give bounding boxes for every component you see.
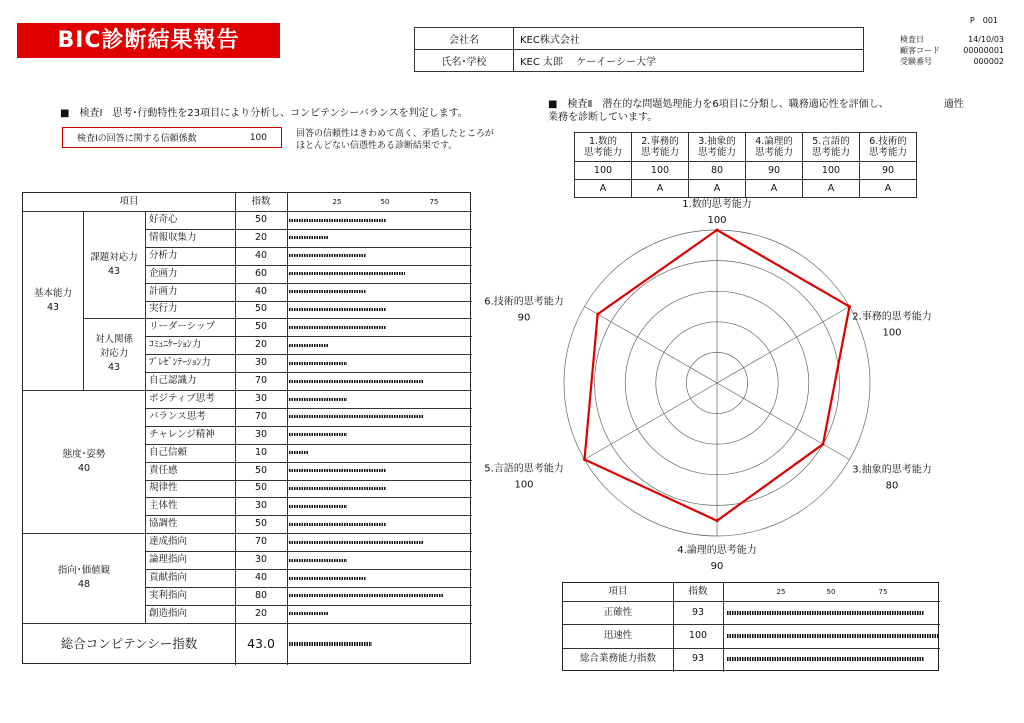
item-bar	[289, 594, 444, 597]
radar-axis-value: 100	[882, 327, 902, 339]
item-value: 50	[254, 321, 268, 333]
item-value: 30	[254, 392, 268, 404]
t3-item-label: 迅速性	[603, 629, 633, 641]
item-label: 好奇心	[149, 213, 178, 225]
meta-block	[900, 15, 1004, 67]
radar-point	[822, 443, 825, 446]
item-bar	[289, 290, 366, 293]
item-value: 30	[254, 428, 268, 440]
info-table	[414, 27, 864, 72]
t3-header-index: 指数	[688, 586, 708, 597]
total-label: 総合コンピテンシー指数	[60, 635, 198, 651]
item-value: 30	[254, 500, 268, 512]
aptitude-score: 100	[632, 162, 689, 180]
group-score: 48	[77, 578, 91, 590]
total-bar	[289, 642, 372, 646]
t3-item-bar	[727, 657, 924, 661]
item-value: 30	[254, 554, 268, 566]
item-label: チャレンジ精神	[149, 428, 215, 440]
item-value: 70	[254, 536, 268, 548]
radar-axis-label: 6.技術的思考能力	[484, 296, 564, 308]
total-value: 43.0	[247, 635, 275, 651]
radar-point	[596, 313, 599, 316]
aptitude-grade: A	[689, 180, 746, 198]
section2-heading: ■ 検査Ⅱ 潜在的な問題処理能力を6項目に分類し、職務適応性を評価し、 適性業務を診断しています。	[548, 99, 964, 123]
competency-table	[22, 192, 471, 664]
group-score: 40	[77, 462, 91, 474]
item-value: 30	[254, 357, 268, 369]
radar-axis-label: 5.言語的思考能力	[484, 463, 564, 475]
reliability-note: 回答の信頼性はきわめて高く、矛盾したところがほとんどない信憑性ある診断結果です。	[296, 129, 494, 151]
item-bar	[289, 380, 424, 383]
item-value: 50	[254, 518, 268, 530]
aptitude-grade: A	[632, 180, 689, 198]
item-value: 10	[254, 446, 268, 458]
section1-heading: ■ 検査Ⅰ 思考･行動特性を23項目により分析し、コンピテンシーバランスを判定します。	[60, 108, 468, 119]
aptitude-score: 90	[860, 162, 917, 180]
aptitude-header: 3.抽象的 思考能力	[689, 133, 746, 162]
name-label: 氏名･学校	[415, 50, 514, 72]
radar-axis-label: 4.論理的思考能力	[677, 545, 757, 556]
subgroup-cell	[83, 211, 145, 318]
item-label: 規律性	[149, 482, 178, 494]
radar-spoke	[584, 383, 717, 460]
aptitude-header: 4.論理的 思考能力	[746, 133, 803, 162]
item-value: 20	[254, 339, 268, 351]
item-label: 創造指向	[149, 607, 188, 619]
radar-point	[716, 229, 719, 232]
item-bar	[289, 487, 386, 490]
scale-tick: 25	[332, 198, 342, 206]
radar-axis-value: 90	[710, 561, 724, 572]
t3-item-value: 93	[691, 653, 705, 665]
item-value: 60	[254, 267, 268, 279]
group-cell	[23, 533, 145, 623]
group-score: 43	[46, 301, 60, 313]
radar-axis-value: 80	[885, 480, 899, 492]
reliability-box	[62, 127, 282, 148]
item-bar	[289, 398, 347, 401]
item-label: 論理指向	[149, 554, 188, 566]
item-bar	[289, 415, 424, 418]
subgroup-name: 対人関係 対応力	[94, 334, 133, 360]
item-label: バランス思考	[149, 410, 206, 422]
group-name: 態度･姿勢	[62, 448, 106, 460]
item-value: 50	[254, 464, 268, 476]
item-value: 70	[254, 375, 268, 387]
page-number: P 001	[969, 16, 998, 25]
item-label: 実行力	[149, 303, 178, 315]
aptitude-grade: A	[803, 180, 860, 198]
aptitude-grade: A	[860, 180, 917, 198]
column-header-item: 項目	[119, 196, 139, 207]
name-value: KEC 太郎 ケーイーシー大学	[514, 50, 864, 72]
item-value: 40	[254, 571, 268, 583]
subgroup-cell	[83, 318, 145, 390]
item-label: リーダーシップ	[149, 321, 216, 333]
item-label: 自己認識力	[149, 375, 197, 387]
item-value: 70	[254, 410, 268, 422]
radar-point	[848, 305, 851, 308]
item-label: ポジティブ思考	[149, 392, 215, 404]
subgroup-score: 43	[107, 362, 121, 374]
item-bar	[289, 612, 328, 615]
group-cell	[23, 390, 145, 533]
radar-spoke	[717, 307, 850, 384]
group-name: 基本能力	[33, 287, 72, 299]
business-ability-table	[562, 582, 939, 671]
aptitude-score: 80	[689, 162, 746, 180]
item-bar	[289, 326, 386, 329]
radar-spoke	[584, 307, 717, 384]
column-header-index: 指数	[251, 196, 271, 207]
exam-label: 受験番号	[900, 57, 932, 66]
radar-axis-label: 3.抽象的思考能力	[852, 464, 932, 476]
radar-axis-value: 100	[514, 479, 534, 491]
radar-point	[716, 519, 719, 522]
item-bar	[289, 362, 347, 365]
aptitude-grade: A	[575, 180, 632, 198]
t3-item-label: 総合業務能力指数	[579, 653, 656, 665]
item-label: 実利指向	[149, 589, 188, 601]
item-label: 達成指向	[149, 536, 188, 548]
item-label: 企画力	[149, 267, 178, 279]
group-name: 指向･価値観	[57, 564, 111, 576]
customer-value: 00000001	[963, 46, 1004, 55]
aptitude-grade: A	[746, 180, 803, 198]
t3-item-value: 100	[688, 629, 708, 641]
customer-label: 顧客コード	[900, 46, 940, 55]
item-label: 分析力	[149, 249, 178, 261]
item-label: 貢献指向	[149, 571, 188, 583]
aptitude-header: 6.技術的 思考能力	[860, 133, 917, 162]
report-title: BIC診断結果報告	[17, 23, 280, 58]
item-bar	[289, 344, 328, 347]
group-cell	[23, 211, 83, 390]
date-value: 14/10/03	[968, 35, 1004, 44]
item-label: ﾌﾟﾚｾﾞﾝﾃｰｼｮﾝ力	[149, 357, 211, 369]
item-label: 主体性	[149, 500, 178, 512]
item-bar	[289, 308, 386, 311]
item-bar	[289, 272, 405, 275]
aptitude-header: 5.言語的 思考能力	[803, 133, 860, 162]
item-bar	[289, 254, 366, 257]
aptitude-score: 90	[746, 162, 803, 180]
aptitude-table	[574, 132, 917, 198]
item-bar	[289, 451, 308, 454]
reliability-value: 100	[249, 132, 267, 143]
item-label: 計画力	[149, 285, 178, 297]
exam-value: 000002	[973, 57, 1004, 66]
item-label: 自己信頼	[149, 446, 188, 458]
reliability-label: 検査Ⅰの回答に関する信頼係数	[77, 134, 197, 144]
item-label: ｺﾐｭﾆｹｰｼｮﾝ力	[149, 339, 202, 351]
radar-spoke	[717, 383, 850, 460]
radar-point	[583, 458, 586, 461]
item-bar	[289, 219, 386, 222]
item-label: 情報収集力	[149, 231, 197, 243]
aptitude-header: 2.事務的 思考能力	[632, 133, 689, 162]
scale-tick: 50	[380, 198, 390, 206]
item-bar	[289, 559, 347, 562]
scale-tick: 75	[878, 588, 888, 596]
radar-axis-value: 90	[517, 312, 531, 324]
t3-item-bar	[727, 634, 939, 638]
date-label: 検査日	[900, 35, 924, 44]
item-bar	[289, 505, 347, 508]
item-value: 20	[254, 231, 268, 243]
t3-item-value: 93	[691, 606, 705, 618]
t3-item-bar	[727, 611, 924, 615]
subgroup-name: 課題対応力	[90, 251, 138, 263]
item-value: 40	[254, 249, 268, 261]
radar-axis-value: 100	[707, 215, 727, 226]
company-value: KEC株式会社	[514, 28, 864, 50]
item-label: 責任感	[149, 464, 178, 476]
item-bar	[289, 236, 328, 239]
aptitude-header: 1.数的 思考能力	[575, 133, 632, 162]
aptitude-score: 100	[803, 162, 860, 180]
company-label: 会社名	[415, 28, 514, 50]
item-value: 50	[254, 303, 268, 315]
scale-tick: 75	[429, 198, 439, 206]
item-value: 40	[254, 285, 268, 297]
item-value: 50	[254, 213, 268, 225]
aptitude-score: 100	[575, 162, 632, 180]
scale-tick: 50	[826, 588, 836, 596]
item-bar	[289, 577, 366, 580]
radar-axis-label: 2.事務的思考能力	[852, 311, 932, 323]
t3-item-label: 正確性	[603, 606, 633, 618]
scale-tick: 25	[776, 588, 786, 596]
item-label: 協調性	[149, 518, 178, 530]
item-value: 80	[254, 589, 268, 601]
aptitude-radar-chart	[480, 199, 1000, 575]
item-value: 50	[254, 482, 268, 494]
t3-header-item: 項目	[608, 586, 628, 597]
item-value: 20	[254, 607, 268, 619]
item-bar	[289, 469, 386, 472]
item-bar	[289, 541, 424, 544]
item-bar	[289, 433, 347, 436]
subgroup-score: 43	[107, 265, 121, 277]
radar-axis-label: 1.数的思考能力	[682, 199, 752, 210]
item-bar	[289, 523, 386, 526]
